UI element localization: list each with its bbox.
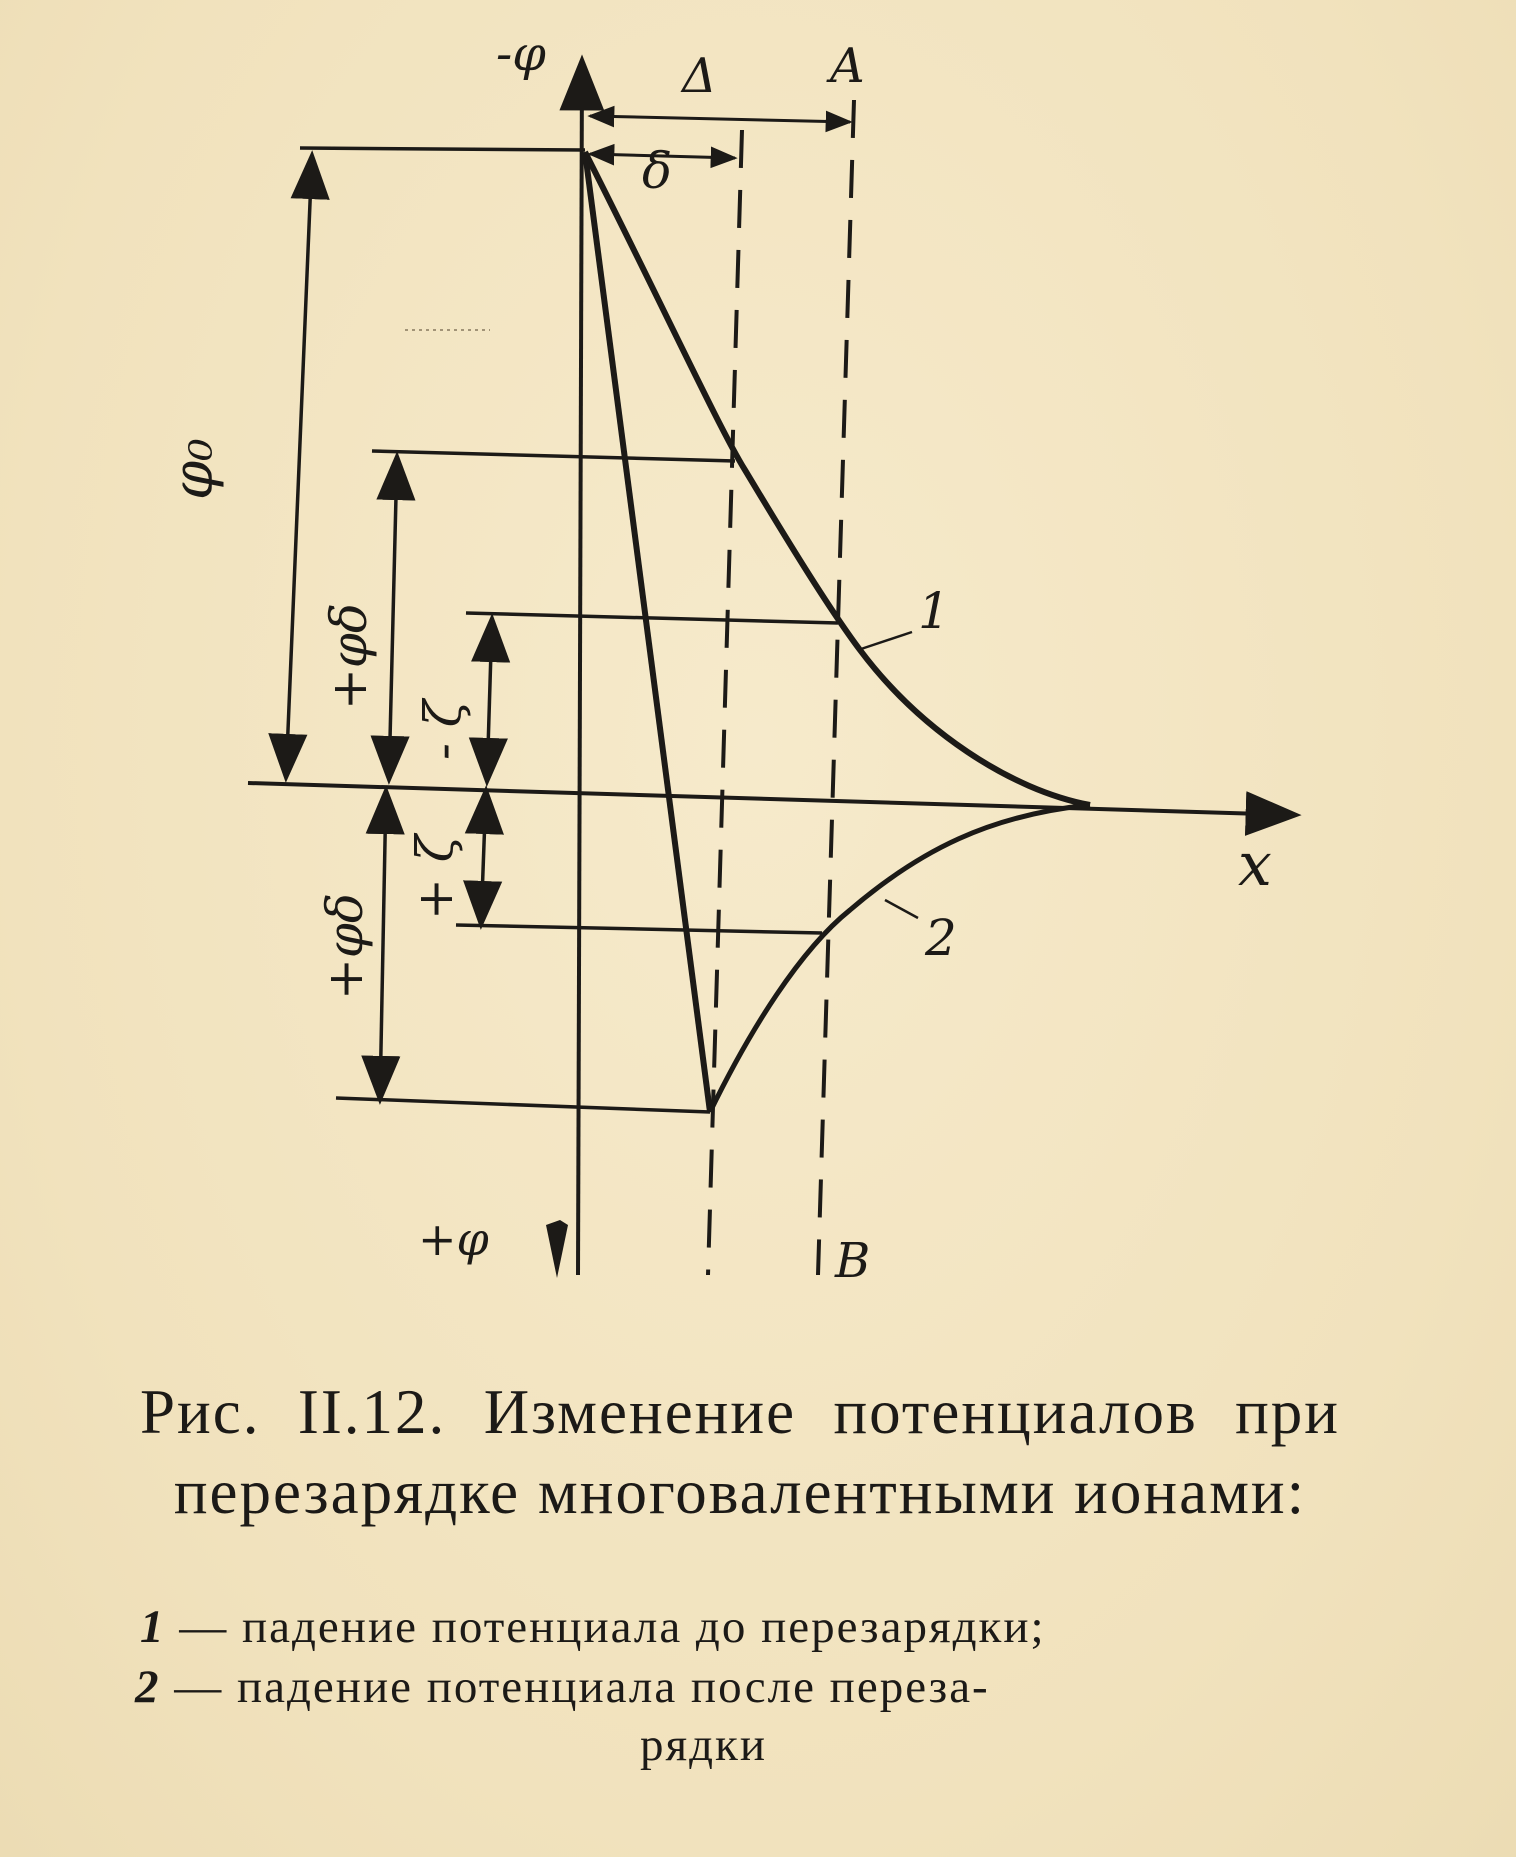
legend-item-1-number: 1: [140, 1601, 166, 1653]
label-x: x: [1238, 830, 1272, 900]
ref-line-phi0: [300, 148, 585, 150]
label-delta-small: δ: [642, 142, 673, 200]
legend-item-2-number: 2: [135, 1661, 161, 1713]
ref-line-zeta-minus: [466, 613, 838, 623]
dim-zeta-plus: [481, 790, 486, 925]
label-phi0: φ₀: [161, 438, 226, 500]
curve-1: [585, 152, 1090, 805]
leader-curve-2: [885, 900, 918, 918]
label-curve-1: 1: [918, 582, 950, 640]
dim-Delta: [590, 116, 850, 122]
x-axis: [248, 783, 1296, 815]
label-zeta-plus: + ζ: [406, 835, 464, 920]
label-B: B: [835, 1233, 871, 1289]
label-pos-phi: +φ: [418, 1212, 489, 1266]
ref-line-zeta-plus: [456, 925, 822, 933]
legend-item-1-text: — падение потенциала до перезарядки;: [179, 1601, 1046, 1653]
legend-item-2-text: — падение потенциала после переза-: [174, 1661, 990, 1713]
legend-item-1: [140, 1600, 1046, 1654]
dim-phi-delta-upper: [389, 456, 397, 780]
figure-caption-title: Рис. II.12. Изменение потенциалов при перезарядке многовалентными ионами:: [140, 1377, 1340, 1527]
leader-curve-1: [858, 632, 912, 650]
dim-phi0: [286, 155, 312, 778]
dim-phi-delta-lower: [380, 790, 386, 1100]
ref-line-phi-delta-upper: [372, 451, 735, 461]
label-phi-delta-lower: +φδ: [316, 892, 374, 1000]
label-phi-delta-upper: +φδ: [320, 602, 378, 710]
label-Delta: Δ: [682, 48, 717, 104]
dashed-line-AB: [818, 100, 854, 1275]
ref-line-phi-delta-lower: [336, 1098, 710, 1112]
label-neg-phi: -φ: [496, 26, 546, 82]
phi-axis: [578, 60, 582, 1275]
legend-item-2: [135, 1660, 990, 1714]
legend-item-2-continuation: [640, 1718, 767, 1772]
legend-item-2-continuation-text: рядки: [640, 1719, 768, 1771]
curve-2-drop: [585, 152, 710, 1112]
dim-zeta-minus: [487, 618, 492, 782]
label-zeta-minus: - ζ: [414, 700, 472, 760]
label-curve-2: 2: [925, 909, 957, 967]
curve-2-rise: [710, 805, 1090, 1112]
label-A: A: [830, 38, 865, 94]
